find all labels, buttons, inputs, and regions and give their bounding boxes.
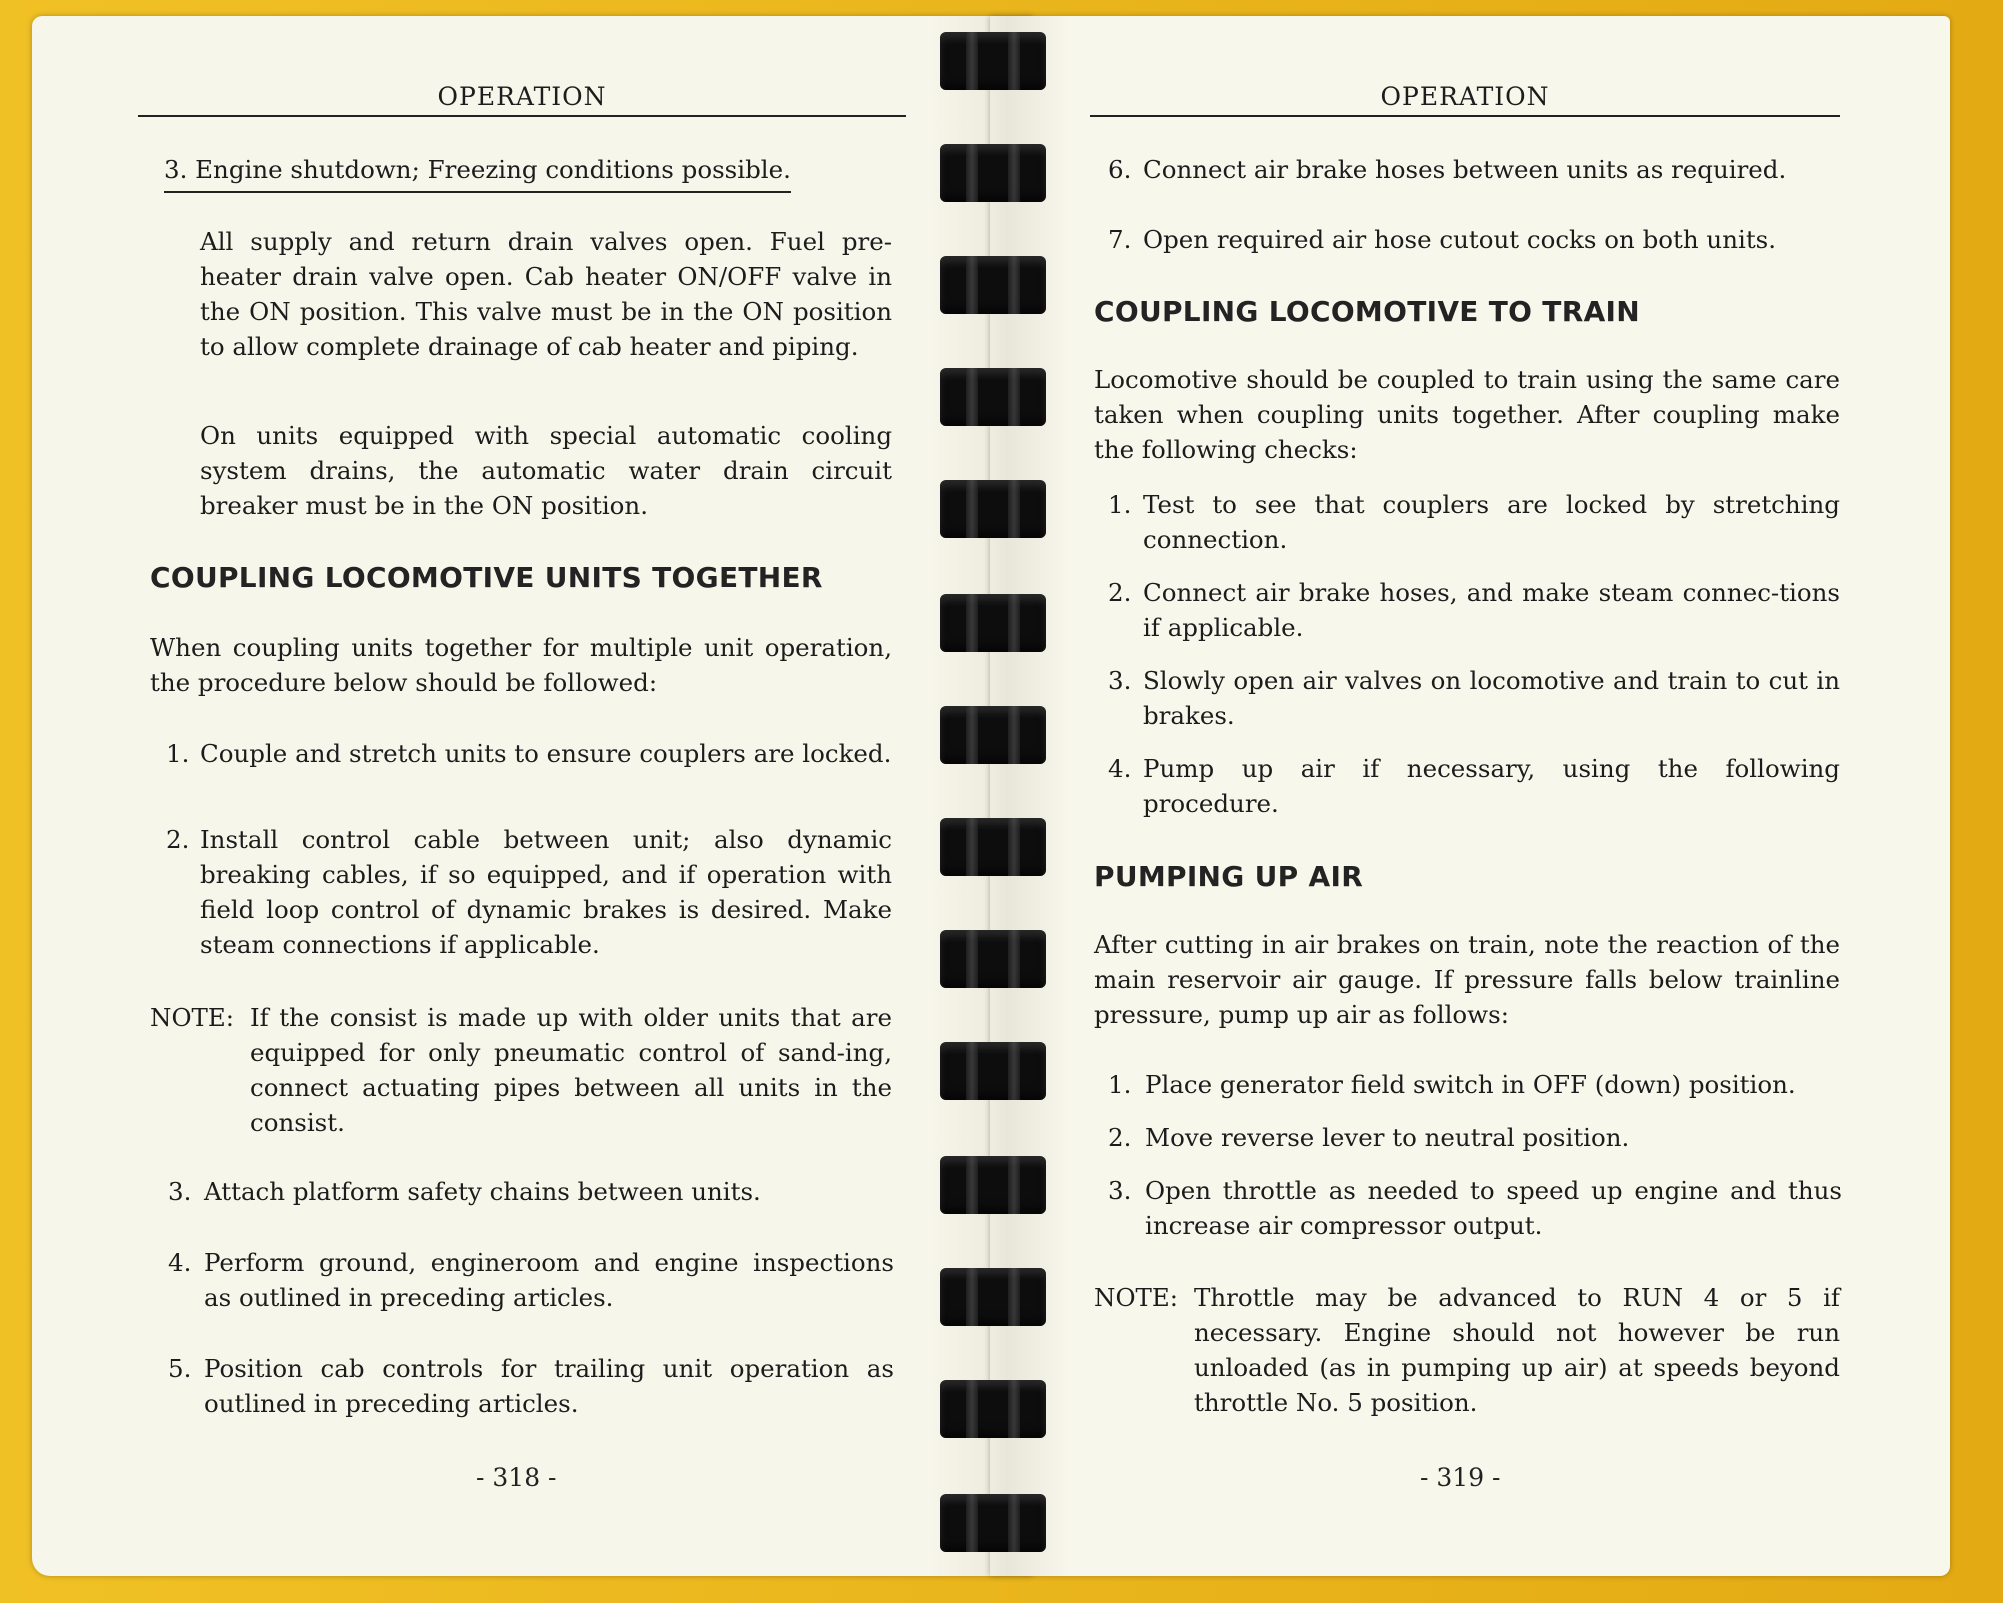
intro-coupling-units: When coupling units together for multiple unit operation, the procedure below should be followed:	[150, 633, 892, 697]
spiral-coil	[940, 594, 1046, 652]
heading-coupling-units: COUPLING LOCOMOTIVE UNITS TOGETHER	[150, 561, 823, 594]
step-text: Position cab controls for trailing unit operation as outlined in preceding articles.	[204, 1354, 894, 1418]
section-3-title-text: 3. Engine shutdown; Freezing conditions possible.	[164, 152, 791, 193]
step-text: Attach platform safety chains between units.	[204, 1177, 761, 1206]
pump-step-text: Move reverse lever to neutral position.	[1145, 1123, 1630, 1152]
head-rule-left	[138, 115, 906, 117]
step-number: 3.	[168, 1177, 192, 1206]
step-number: 1.	[166, 739, 190, 768]
note-label: NOTE:	[1094, 1283, 1179, 1312]
check-number: 3.	[1108, 666, 1132, 695]
check-text: Pump up air if necessary, using the following procedure.	[1143, 754, 1840, 818]
heading-pumping-air: PUMPING UP AIR	[1094, 860, 1364, 893]
spiral-coil	[940, 368, 1046, 426]
spiral-coil	[940, 1156, 1046, 1214]
pump-step-text: Place generator field switch in OFF (down) position.	[1145, 1070, 1796, 1099]
paragraph-cooling-drains: On units equipped with special automatic cooling system drains, the automatic water drain circuit breaker must be in the ON position.	[200, 421, 892, 520]
check-text: Test to see that couplers are locked by stretching connection.	[1143, 490, 1840, 554]
pump-step-number: 1.	[1108, 1070, 1132, 1099]
step-number: 7.	[1108, 225, 1132, 254]
section-3-title	[164, 152, 884, 193]
spiral-coil	[940, 1380, 1046, 1438]
step-text: Install control cable between unit; also dynamic breaking cables, if so equipped, and if operation with field loop control of dynamic brakes is desired. Make steam connections if applicable.	[200, 825, 892, 959]
running-head-right: OPERATION	[1380, 82, 1550, 111]
step-text: Perform ground, engineroom and engine inspections as outlined in preceding articles.	[204, 1248, 894, 1312]
check-text: Connect air brake hoses, and make steam connec-tions if applicable.	[1143, 578, 1840, 642]
step-text: Open required air hose cutout cocks on both units.	[1143, 225, 1777, 254]
step-number: 6.	[1108, 155, 1132, 184]
pump-step-number: 3.	[1108, 1176, 1132, 1205]
heading-coupling-train: COUPLING LOCOMOTIVE TO TRAIN	[1094, 295, 1640, 328]
spiral-coil	[940, 480, 1046, 538]
spiral-coil	[940, 1268, 1046, 1326]
spiral-coil	[940, 256, 1046, 314]
step-text: Connect air brake hoses between units as required.	[1143, 155, 1787, 184]
step-number: 4.	[168, 1248, 192, 1277]
check-number: 4.	[1108, 754, 1132, 783]
check-text: Slowly open air valves on locomotive and train to cut in brakes.	[1143, 666, 1840, 730]
note-text: Throttle may be advanced to RUN 4 or 5 if necessary. Engine should not however be run unloaded (as in pumping up air) at speeds beyond throttle No. 5 position.	[1194, 1283, 1840, 1417]
binding-gutter	[930, 16, 1070, 1576]
step-text: Couple and stretch units to ensure couplers are locked.	[200, 739, 892, 768]
note-label: NOTE:	[150, 1003, 235, 1032]
note-text: If the consist is made up with older units that are equipped for only pneumatic control of sand-ing, connect actuating pipes between all units in the consist.	[250, 1003, 892, 1137]
spiral-coil	[940, 32, 1046, 90]
paragraph-drain-valves: All supply and return drain valves open. Fuel pre-heater drain valve open. Cab heater ON/OFF valve in the ON position. This valve must be in the ON position to allow complete drainage of cab heater and piping.	[200, 227, 892, 361]
spiral-coil	[940, 706, 1046, 764]
page-number-right: - 319 -	[1420, 1463, 1501, 1492]
intro-coupling-train: Locomotive should be coupled to train using the same care taken when coupling units together. After coupling make the following checks:	[1094, 365, 1840, 464]
check-number: 2.	[1108, 578, 1132, 607]
pump-step-number: 2.	[1108, 1123, 1132, 1152]
step-number: 2.	[166, 825, 190, 854]
step-number: 5.	[168, 1354, 192, 1383]
spiral-coil	[940, 1042, 1046, 1100]
spiral-coil	[940, 144, 1046, 202]
head-rule-right	[1090, 115, 1840, 117]
intro-pumping-air: After cutting in air brakes on train, note the reaction of the main reservoir air gauge. If pressure falls below trainline pressure, pump up air as follows:	[1094, 930, 1840, 1029]
page-number-left: - 318 -	[476, 1463, 557, 1492]
check-number: 1.	[1108, 490, 1132, 519]
spiral-coil	[940, 1494, 1046, 1552]
spiral-coil	[940, 818, 1046, 876]
pump-step-text: Open throttle as needed to speed up engine and thus increase air compressor output.	[1145, 1176, 1842, 1240]
spiral-coil	[940, 930, 1046, 988]
running-head-left: OPERATION	[437, 82, 607, 111]
